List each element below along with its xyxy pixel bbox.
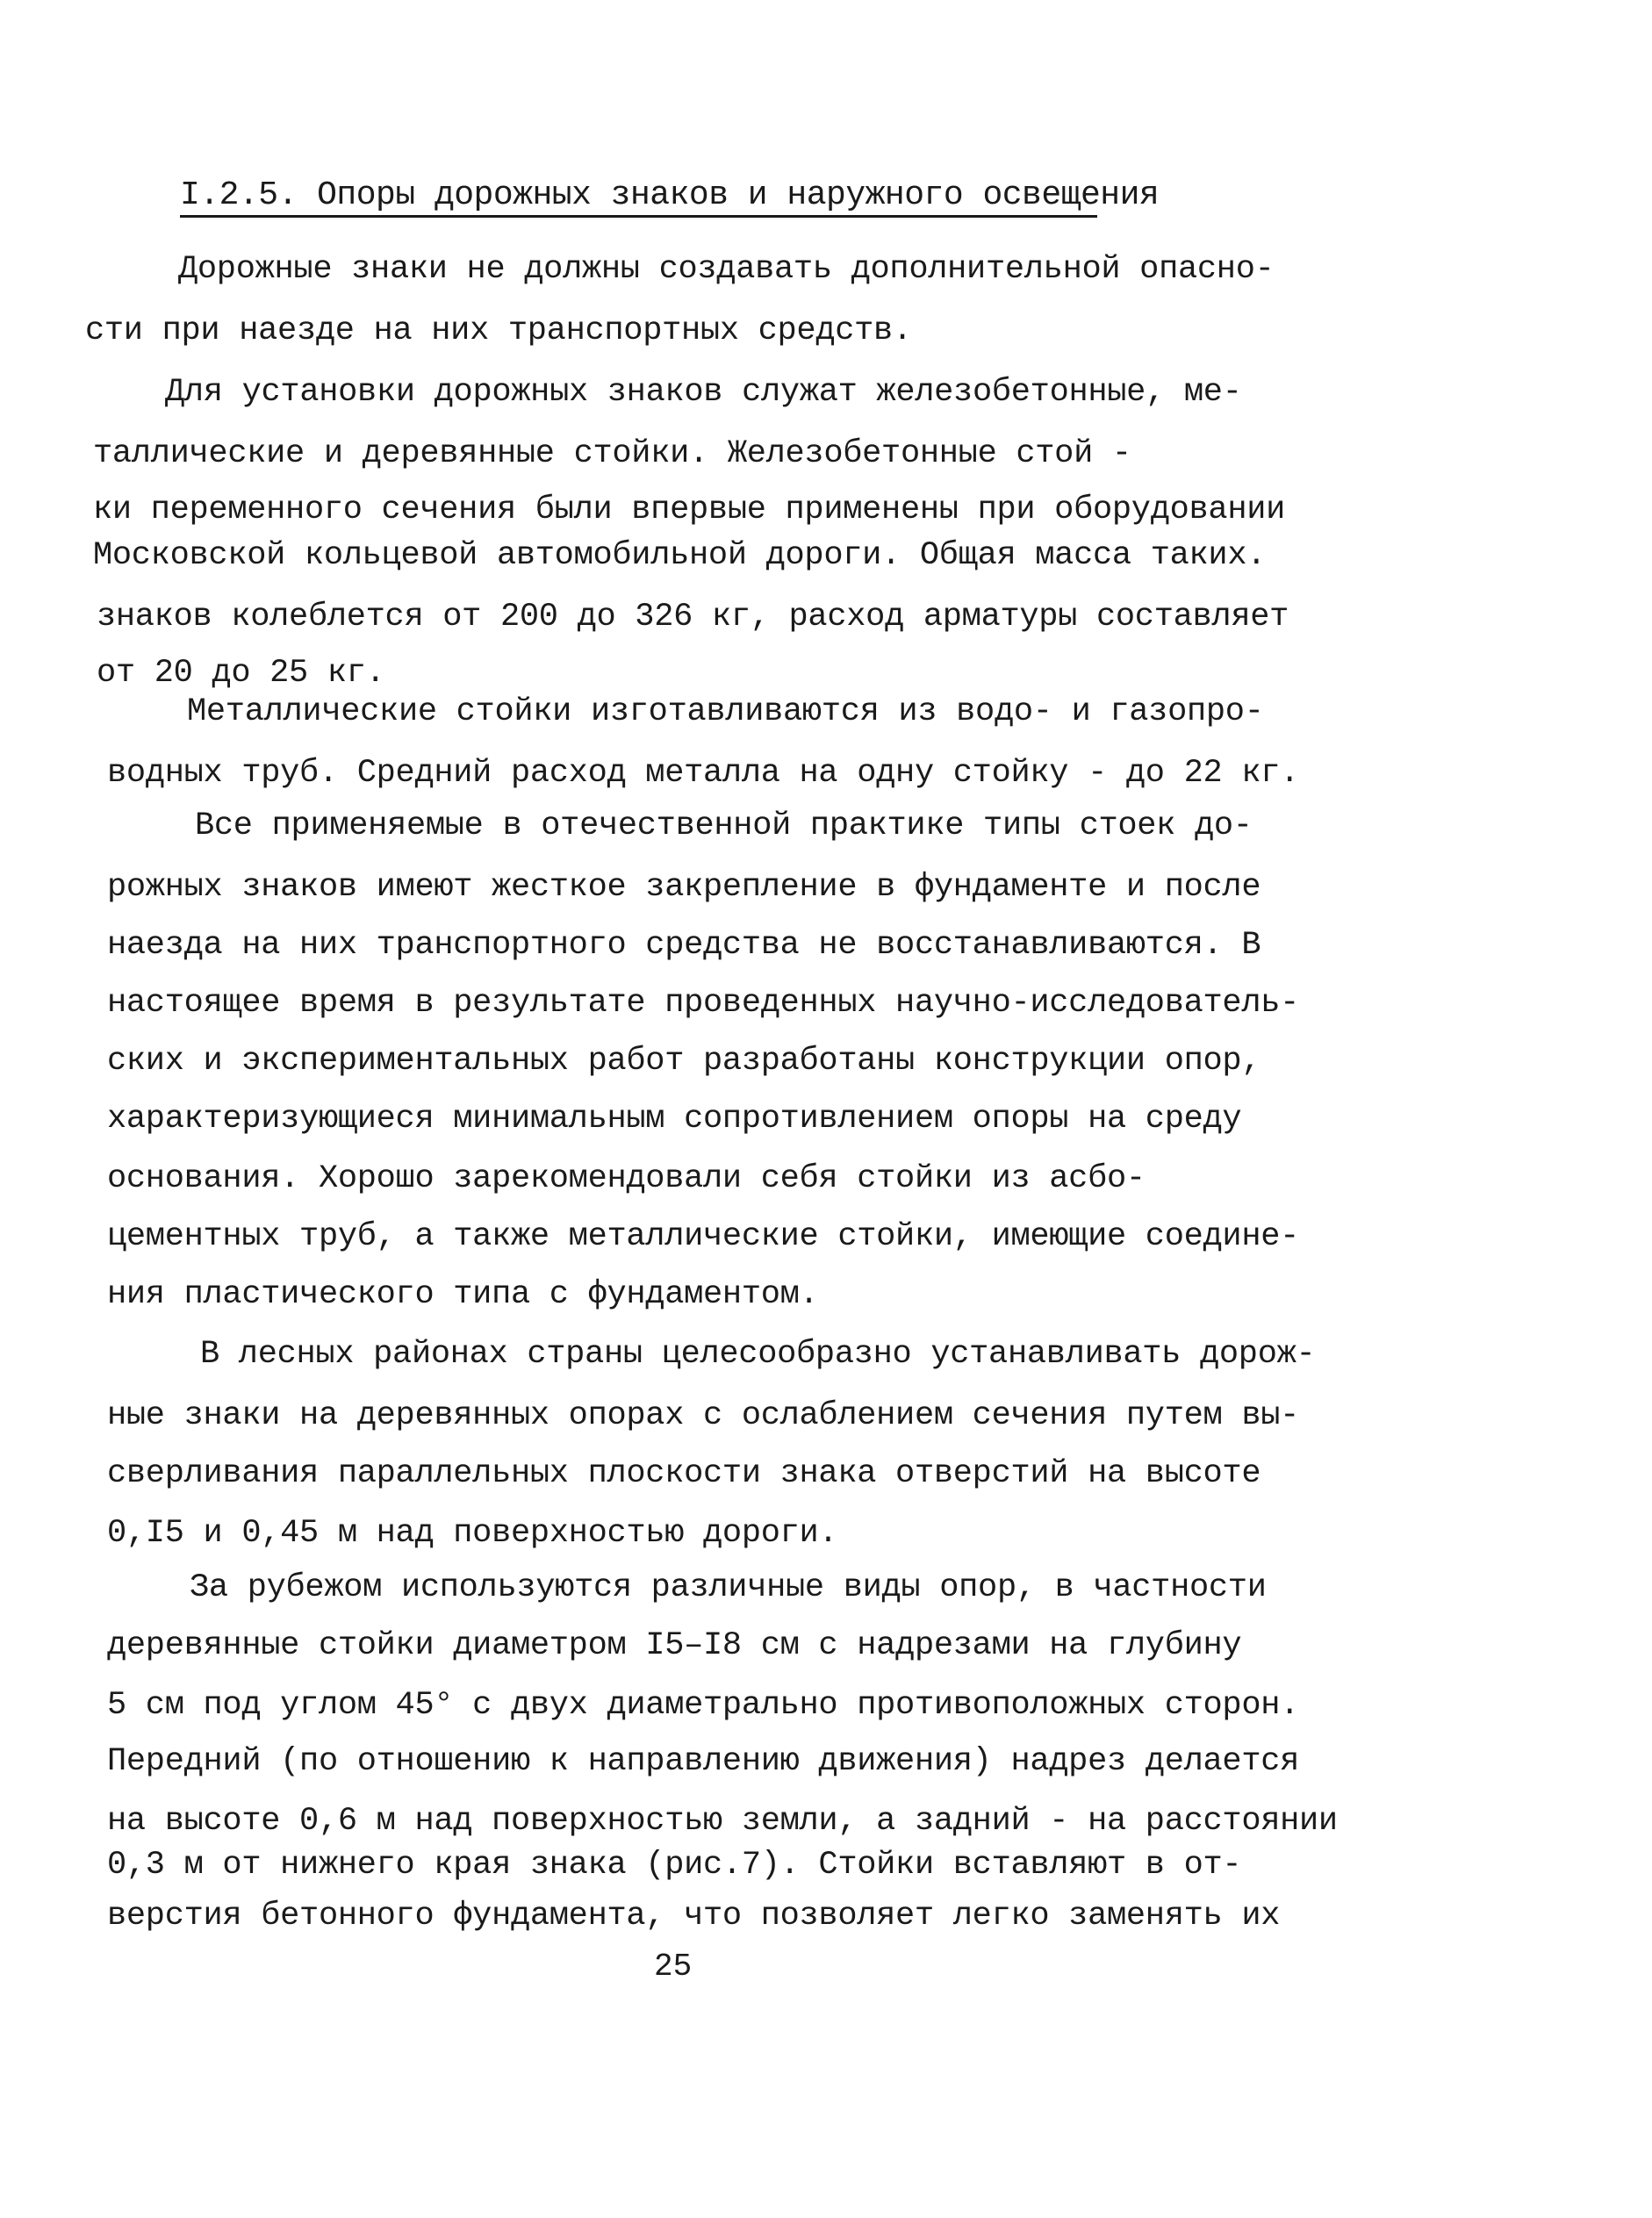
text-line: цементных труб, а также металлические стойки, имеющие соедине- (107, 1218, 1300, 1255)
text-line: сти при наезде на них транспортных средств. (85, 312, 912, 349)
text-line: наезда на них транспортного средства не восстанавливаются. В (107, 927, 1261, 964)
text-line: характеризующиеся минимальным сопротивлением опоры на среду (107, 1101, 1242, 1138)
text-line: деревянные стойки диаметром I5–I8 см с надрезами на глубину (107, 1627, 1242, 1664)
text-line: 0,I5 и 0,45 м над поверхностью дороги. (107, 1515, 838, 1552)
text-line: на высоте 0,6 м над поверхностью земли, а задний - на расстоянии (107, 1803, 1338, 1840)
text-line: Все применяемые в отечественной практике типы стоек до- (195, 808, 1253, 844)
section-heading: I.2.5. Опоры дорожных знаков и наружного освещения (180, 176, 1160, 214)
text-line: основания. Хорошо зарекомендовали себя стойки из асбо- (107, 1160, 1146, 1197)
text-line: ских и экспериментальных работ разработаны конструкции опор, (107, 1043, 1261, 1080)
text-line: Металлические стойки изготавливаются из водо- и газопро- (187, 693, 1264, 730)
text-line: ния пластического типа с фундаментом. (107, 1276, 819, 1313)
heading-underline (180, 215, 1097, 218)
text-line: от 20 до 25 кг. (97, 655, 385, 692)
text-line: Дорожные знаки не должны создавать дополнительной опасно- (178, 251, 1275, 288)
text-line: водных труб. Средний расход металла на одну стойку - до 22 кг. (107, 755, 1300, 792)
text-line: Передний (по отношению к направлению движения) надрез делается (107, 1743, 1300, 1780)
text-line: ные знаки на деревянных опорах с ослаблением сечения путем вы- (107, 1397, 1300, 1434)
text-line: В лесных районах страны целесообразно устанавливать дорож- (200, 1336, 1316, 1373)
text-line: ки переменного сечения были впервые применены при оборудовании (93, 492, 1286, 528)
text-line: знаков колеблется от 200 до 326 кг, расход арматуры составляет (97, 599, 1289, 635)
page-number: 25 (654, 1949, 693, 1985)
text-line: Московской кольцевой автомобильной дороги. Общая масса таких. (93, 537, 1267, 574)
text-line: Для установки дорожных знаков служат железобетонные, ме- (165, 374, 1242, 411)
text-line: сверливания параллельных плоскости знака отверстий на высоте (107, 1455, 1261, 1492)
text-line: 5 см под углом 45° с двух диаметрально противоположных сторон. (107, 1687, 1300, 1724)
text-line: 0,3 м от нижнего края знака (рис.7). Стойки вставляют в от- (107, 1847, 1242, 1884)
text-line: таллические и деревянные стойки. Железобетонные стой - (93, 435, 1131, 472)
text-line: верстия бетонного фундамента, что позволяет легко заменять их (107, 1898, 1281, 1934)
text-line: За рубежом используются различные виды опор, в частности (190, 1569, 1267, 1606)
text-line: рожных знаков имеют жесткое закрепление в фундаменте и после (107, 869, 1261, 906)
text-line: настоящее время в результате проведенных научно-исследователь- (107, 985, 1300, 1022)
